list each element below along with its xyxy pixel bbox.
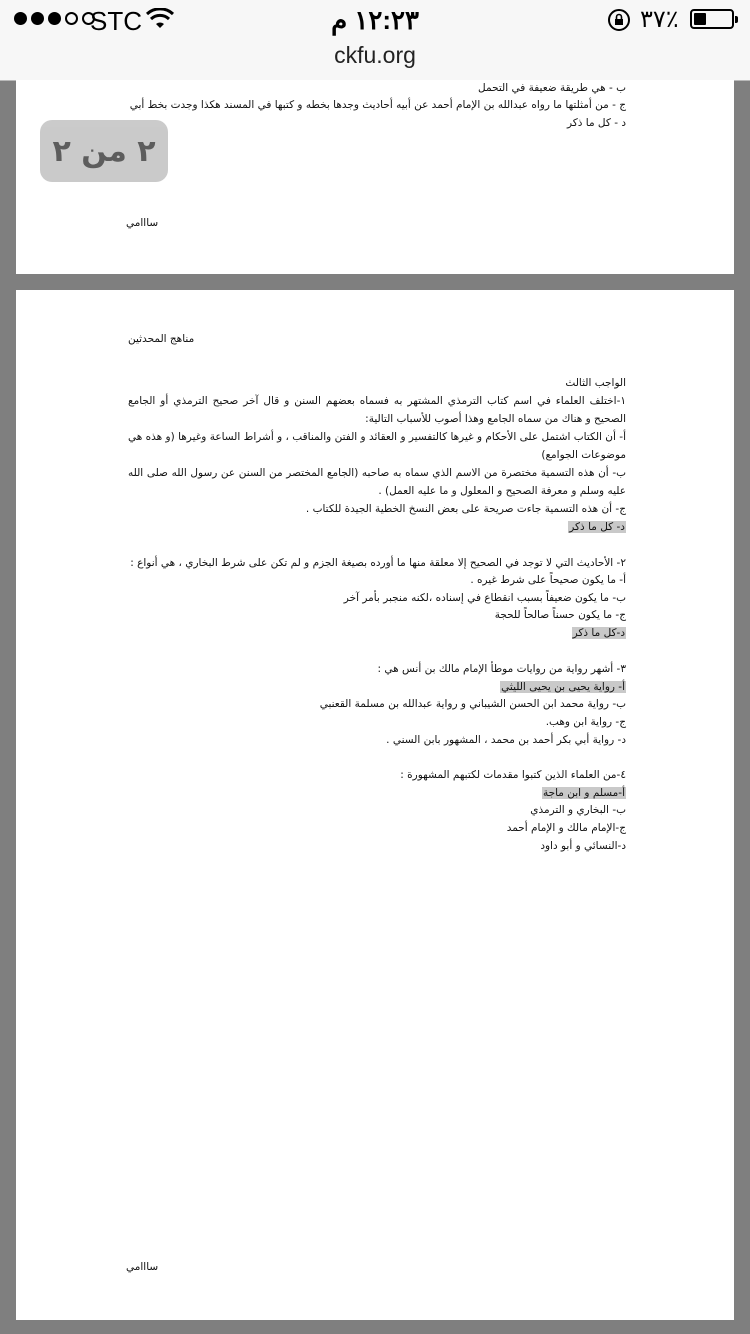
question-2-option-c: ج- ما يكون حسناً صالحاً للحجة [494,609,626,621]
question-4-option-b: ب- البخاري و الترمذي [530,804,626,816]
question-1-option-b: ب- أن هذه التسمية مختصرة من الاسم الذي سماه به صاحبه (الجامع المختصر من السنن عن رسول الله صلى الله عليه وسلم و معرفة الصحيح و المعلول و ما عليه العمل) . [128,467,626,497]
question-2-option-d-selected: د-كل ما ذكر [572,627,625,639]
question-3-option-c: ج- رواية ابن وهب. [545,716,626,728]
question-1-stem: ١-اختلف العلماء في اسم كتاب الترمذي المشتهر به فسماه بعضهم السنن و قال آخر صحيح الترمذي أو الجامع الصحيح و هناك من سماه الجامع وهذا أصوب للأسباب التالية: [128,395,626,425]
question-4-option-d: د-النسائي و أبو داود [540,840,626,852]
battery-icon [690,9,734,29]
orientation-lock-icon [607,8,631,32]
question-1-option-c: ج- أن هذه التسمية جاءت صريحة على بعض النسخ الخطية الجيدة للكتاب . [305,503,626,515]
question-2-option-b: ب- ما يكون ضعيفاً بسبب انقطاع في إسناده ،لكنه منجبر بأمر آخر [343,592,626,604]
status-bar [0,0,750,81]
clock: ١٢:٢٣ م [331,5,419,35]
question-3-stem: ٣- أشهر رواية من روايات موطأ الإمام مالك بن أنس هي : [377,663,626,675]
question-4-stem: ٤-من العلماء الذين كتبوا مقدمات لكتبهم المشهورة : [400,769,626,781]
option-line: ب - هي طريقة ضعيفة في التحمل [478,82,626,94]
page-footer-signature: سااامي [126,217,159,229]
question-2-stem: ٢- الأحاديث التي لا توجد في الصحيح إلا معلقة منها ما أورده بصيغة الجزم و لم تكن على شرط البخاري ، هي أنواع : [130,557,626,569]
question-3-option-b: ب- رواية محمد ابن الحسن الشيباني و رواية عبدالله بن مسلمة القعنبي [319,698,626,710]
question-4-option-a-selected: أ-مسلم و ابن ماجة [542,787,625,799]
question-1-option-d-selected: د- كل ما ذكر [569,521,625,533]
address-url[interactable]: ckfu.org [334,42,416,68]
option-line: د - كل ما ذكر [566,117,626,129]
document-header: مناهج المحدثين [128,333,195,345]
page-footer-signature: سااامي [126,1261,159,1273]
page-indicator-badge: ٢ من ٢ [40,120,168,182]
question-3-option-d: د- رواية أبي بكر أحمد بن محمد ، المشهور بابن السني . [386,734,626,746]
question-4-option-c: ج-الإمام مالك و الإمام أحمد [506,822,626,834]
option-line: ج - من أمثلتها ما رواه عبدالله بن الإمام أحمد عن أبيه أحاديث وجدها بخطه و كتبها في المسند هكذا وجدت بخط أبي [129,99,626,111]
battery-percentage: ٣٧٪ [640,6,679,33]
question-2-option-a: أ- ما يكون صحيحاً على شرط غيره . [470,574,626,586]
question-3-option-a-selected: أ- رواية يحيى بن يحيى الليثي [501,681,625,693]
question-1-option-a: أ- أن الكتاب اشتمل على الأحكام و غيرها كالتفسير و العقائد و الفتن والمناقب ، و أشراط الساعة وغيرها (و هذه هي موضوعات الجوامع) [128,431,626,461]
assignment-title: الواجب الثالث [565,377,626,389]
carrier-name: STC [90,6,142,36]
